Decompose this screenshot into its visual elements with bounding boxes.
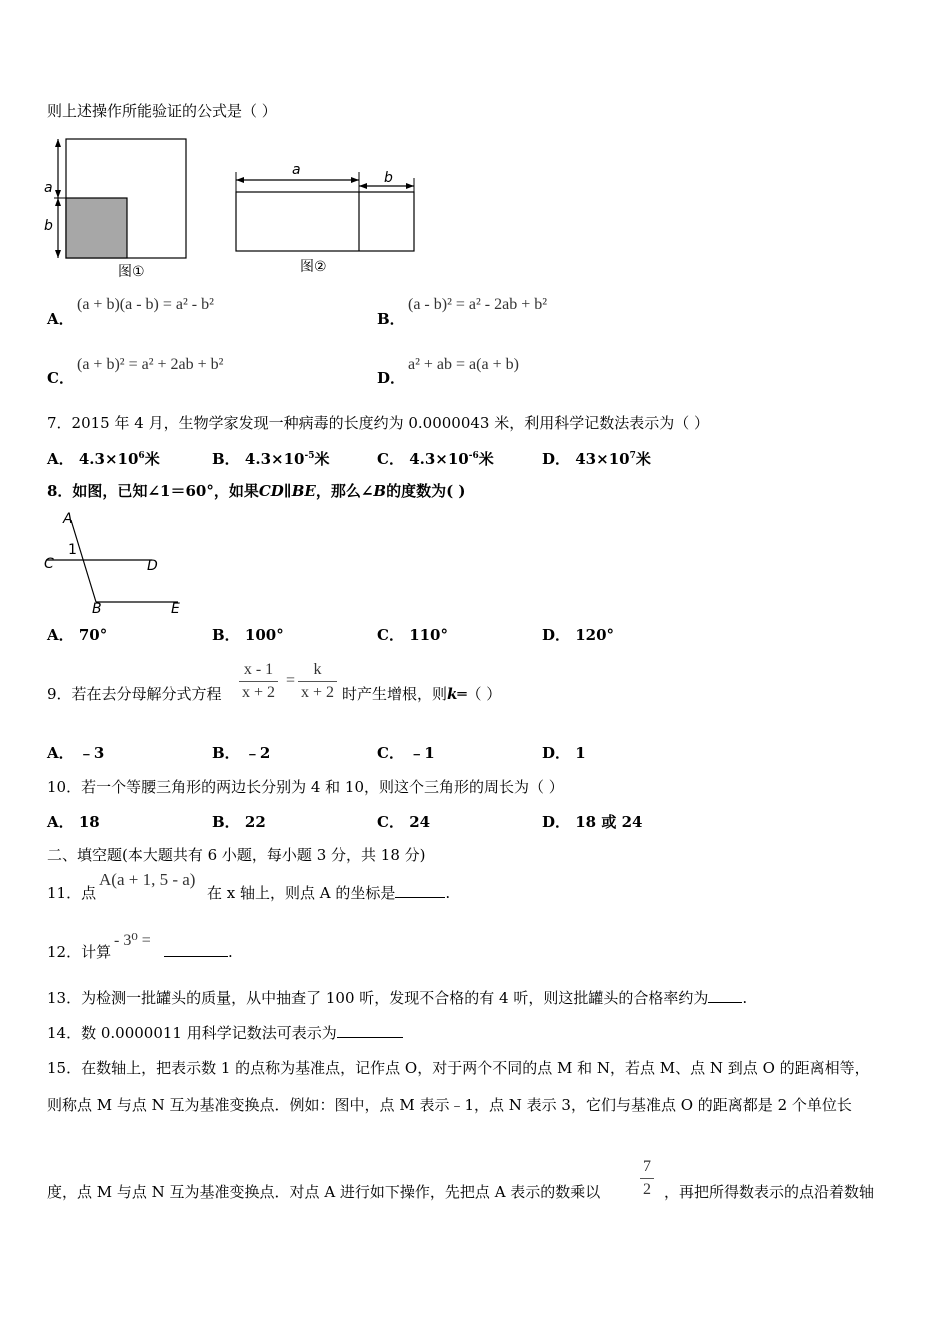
q8-option-c: C． 110° bbox=[377, 626, 448, 644]
q8-point-c: C bbox=[44, 556, 54, 572]
q6-option-a-formula: (a + b)(a - b) = a² - b² bbox=[77, 296, 214, 313]
q10-option-a: A． 18 bbox=[47, 813, 100, 831]
q11-answer-blank bbox=[395, 897, 445, 898]
q11-suffix: 在 x 轴上，则点 A 的坐标是 . bbox=[207, 884, 451, 902]
q15-line-3-suffix: ，再把所得数表示的点沿着数轴 bbox=[664, 1183, 875, 1201]
q7-option-d: D． $43\times 10^7$米 bbox=[542, 450, 651, 468]
q8-point-e: E bbox=[171, 601, 180, 616]
q14-stem: 14．数 0.0000011 用科学记数法可表示为 bbox=[47, 1023, 403, 1043]
q9-option-a: A． ﹣3 bbox=[47, 744, 105, 762]
q6-figure-2 bbox=[228, 156, 428, 280]
q6-option-c-letter: C． bbox=[47, 369, 74, 387]
q8-point-d: D bbox=[147, 558, 158, 574]
q8-figure bbox=[44, 510, 184, 616]
q9-option-b: B． ﹣2 bbox=[212, 744, 271, 762]
fig2-label-a: a bbox=[292, 162, 301, 178]
q8-point-a: A bbox=[63, 511, 73, 527]
q7-option-a: A． $4.3\times 10^6$米 bbox=[47, 450, 160, 468]
fig2-label-b: b bbox=[384, 170, 393, 186]
fig1-label-b: b bbox=[44, 218, 53, 234]
q15-fraction: $\frac{7}{2}$ bbox=[640, 1156, 654, 1201]
q6-figure-1 bbox=[40, 132, 200, 282]
q15-line-2: 则称点 M 与点 N 互为基准变换点．例如：图中，点 M 表示﹣1，点 N 表示 3，它们与基准点 O 的距离都是 2 个单位长 bbox=[47, 1096, 852, 1114]
q9-fraction-1: $\frac{x - 1}{x + 2}$ bbox=[239, 659, 278, 704]
q9-suffix: 时产生增根，则k═（ ） bbox=[342, 685, 502, 703]
q14-answer-blank bbox=[337, 1037, 403, 1038]
q9-prefix: 9．若在去分母解分式方程 bbox=[47, 685, 222, 703]
q6-option-a-letter: A． bbox=[47, 310, 74, 328]
q12-answer: . bbox=[164, 942, 233, 962]
q6-option-b-formula: (a - b)² = a² - 2ab + b² bbox=[408, 296, 548, 313]
q8-angle-1: 1 bbox=[68, 542, 77, 558]
q9-option-d: D． 1 bbox=[542, 744, 586, 762]
q11-point-expression: A(a + 1, 5 - a) bbox=[99, 870, 196, 889]
q15-line-3-prefix: 度，点 M 与点 N 互为基准变换点．对点 A 进行如下操作，先把点 A 表示的数乘以 bbox=[47, 1183, 601, 1201]
q8-option-b: B． 100° bbox=[212, 626, 284, 644]
q8-stem: 8．如图，已知∠1＝60°，如果CD∥BE，那么∠B的度数为( ) bbox=[47, 482, 466, 500]
fig1-label-a: a bbox=[44, 180, 53, 196]
q9-equals: = bbox=[286, 672, 296, 689]
q9-option-c: C． ﹣1 bbox=[377, 744, 435, 762]
q8-option-a: A． 70° bbox=[47, 626, 108, 644]
q12-prefix: 12．计算 bbox=[47, 943, 112, 961]
q7-option-c: C． $4.3\times 10^{-6}$米 bbox=[377, 450, 494, 468]
q10-option-d: D． 18 或 24 bbox=[542, 813, 643, 831]
fig2-caption: 图② bbox=[300, 259, 327, 275]
q6-option-c-formula: (a + b)² = a² + 2ab + b² bbox=[77, 356, 224, 373]
q6-option-b-letter: B． bbox=[377, 310, 405, 328]
q10-stem: 10．若一个等腰三角形的两边长分别为 4 和 10，则这个三角形的周长为（ ） bbox=[47, 778, 564, 796]
q7-option-b: B． $4.3\times 10^{-5}$米 bbox=[212, 450, 330, 468]
q10-option-b: B． 22 bbox=[212, 813, 266, 831]
q8-point-b: B bbox=[92, 601, 102, 616]
q10-option-c: C． 24 bbox=[377, 813, 431, 831]
q15-line-1: 15．在数轴上，把表示数 1 的点称为基准点，记作点 O，对于两个不同的点 M 和 N，若点 M、点 N 到点 O 的距离相等， bbox=[47, 1059, 870, 1077]
q13-stem: 13．为检测一批罐头的质量，从中抽查了 100 听，发现不合格的有 4 听，则这批罐头的合格率约为 . bbox=[47, 989, 748, 1007]
q11-prefix: 11．点 bbox=[47, 884, 97, 902]
section-2-title: 二、填空题(本大题共有 6 小题，每小题 3 分，共 18 分) bbox=[47, 846, 426, 864]
q13-answer-blank bbox=[708, 1002, 742, 1003]
q6-option-d-letter: D． bbox=[377, 369, 406, 387]
q6-stem: 则上述操作所能验证的公式是（ ） bbox=[47, 102, 277, 120]
q9-fraction-2: $\frac{k}{x + 2}$ bbox=[298, 659, 337, 704]
q12-answer-blank bbox=[164, 956, 228, 957]
q12-expression: - 3⁰ = bbox=[114, 932, 151, 949]
q7-stem: 7．2015 年 4 月，生物学家发现一种病毒的长度约为 0.0000043 米，利用科学记数法表示为（ ） bbox=[47, 414, 709, 432]
q6-option-d-formula: a² + ab = a(a + b) bbox=[408, 356, 519, 373]
q8-option-d: D． 120° bbox=[542, 626, 615, 644]
fig1-caption: 图① bbox=[118, 264, 145, 280]
